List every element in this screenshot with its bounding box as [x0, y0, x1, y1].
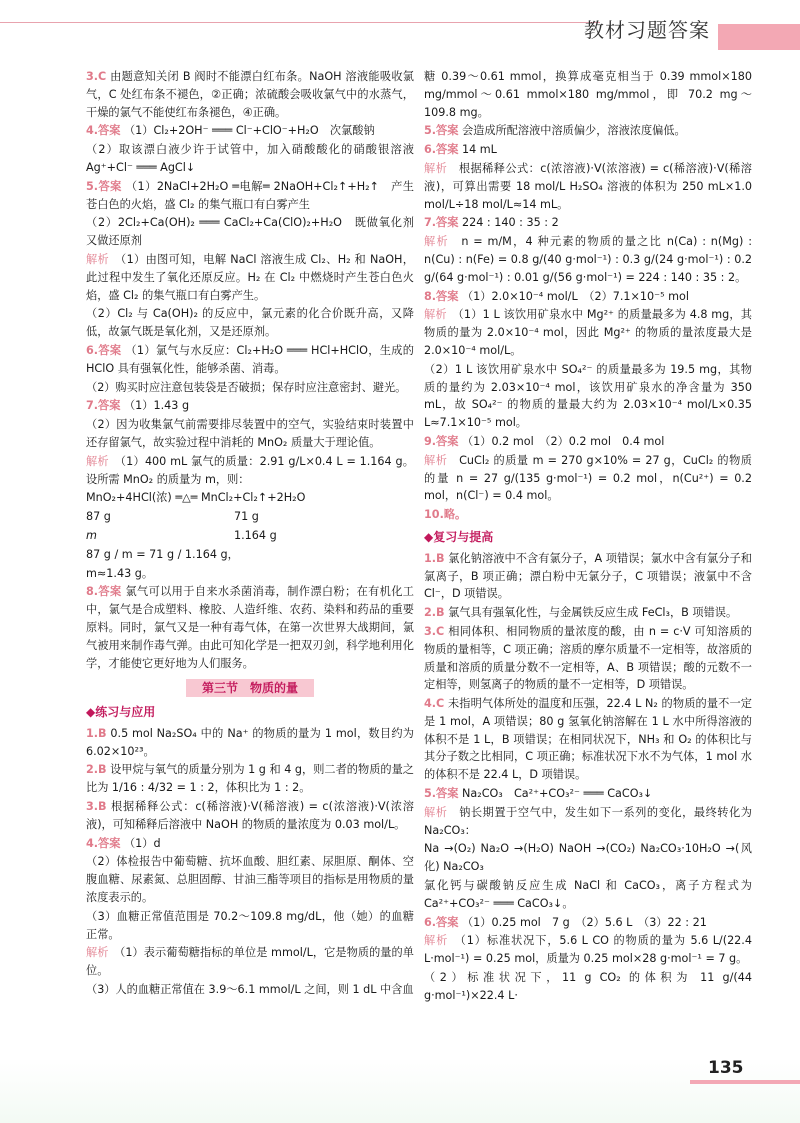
practice-title: ◆练习与应用 [86, 705, 156, 720]
analysis-r5-1: 解析 钠长期置于空气中，发生如下一系列的变化，最终转化为 Na₂CO₃： [424, 805, 752, 837]
page-number: 135 [708, 1058, 744, 1078]
analysis-5-1: 解析 （1）由图可知，电解 NaCl 溶液生成 Cl₂、H₂ 和 NaOH，此过程中发生了氧化还原反应。H₂ 在 Cl₂ 中燃烧时产生苍白色火焰，盛 Cl₂ 的集气瓶口有白雾产生。 [86, 252, 414, 302]
practice-2: 2.B 设甲烷与氧气的质量分别为 1 g 和 4 g，则二者的物质的量之比为 1/16 : 4/32 = 1 : 2，体积比为 1 : 2。 [86, 763, 414, 795]
analysis-r5-2: 氯化钙与碳酸钠反应生成 NaCl 和 CaCO₃，离子方程式为 Ca²⁺+CO₃²⁻ ═══ CaCO₃↓。 [424, 879, 752, 910]
analysis-p8-2: （2）1 L 该饮用矿泉水中 SO₄²⁻ 的质量最多为 19.5 mg，其物质的量约为 2.03×10⁻⁴ mol，该饮用矿泉水的净含量为 350 mL，故 SO₄²⁻ 的物质的量最大约为 2.03×10⁻⁴ mol/L×0.35 L≈7.1×10⁻⁵ mol。 [424, 362, 752, 430]
analysis-p4-2: （3）人的血糖正常值在 3.9～6.1 mmol/L 之间，则 1 dL 中含血 [86, 983, 414, 997]
page-number-rule [690, 1080, 800, 1084]
answer-7-line1: 7.答案 （1）1.43 g [86, 399, 190, 413]
footer-band [0, 1063, 800, 1123]
practice-3: 3.B 根据稀释公式：c(稀溶液)·V(稀溶液) = c(浓溶液)·V(浓溶液)，可知稀释后溶液中 NaOH 的物质的量浓度为 0.03 mol/L。 [86, 800, 414, 831]
answer-4-line1: 4.答案 （1）Cl₂+2OH⁻ ═══ Cl⁻+ClO⁻+H₂O 次氯酸钠 [86, 124, 375, 138]
answer-6-line1: 6.答案 （1）氯气与水反应：Cl₂+H₂O ═══ HCl+HClO，生成的 HClO 具有强氧化性，能够杀菌、消毒。 [86, 343, 414, 375]
analysis-r6-1: 解析 （1）标准状况下，5.6 L CO 的物质的量为 5.6 L/(22.4 L·mol⁻¹) = 0.25 mol，质量为 0.25 mol×28 g·mol⁻¹ = 7 g。 [424, 934, 752, 966]
ratio-row-1: 87 g 71 g [86, 510, 259, 524]
analysis-7-1: 解析 （1）400 mL 氯气的质量：2.91 g/L×0.4 L = 1.164 g。设所需 MnO₂ 的质量为 m，则： [86, 454, 414, 486]
answer-5-line2: （2）2Cl₂+Ca(OH)₂ ═══ CaCl₂+Ca(ClO)₂+H₂O 既做氧化剂又做还原剂 [86, 216, 414, 248]
analysis-5-2: （2）Cl₂ 与 Ca(OH)₂ 的反应中，氯元素的化合价既升高，又降低，故氯气既是氧化剂，又是还原剂。 [86, 307, 414, 339]
analysis-p4-1: 解析 （1）表示葡萄糖指标的单位是 mmol/L，它是物质的量的单位。 [86, 946, 414, 978]
header-title: 教材习题答案 [584, 18, 710, 42]
answer-3c: 3.C 由题意知关闭 B 阀时不能漂白红布条。NaOH 溶液能吸收氯气，C 处红布条不褪色，②正确；浓硫酸会吸收氯气中的水蒸气，干燥的氯气不能使红布条褪色，④正确。 [86, 70, 414, 119]
header-rule [0, 22, 600, 23]
review-6: 6.答案 （1）0.25 mol 7 g （2）5.6 L （3）22 : 21 [424, 915, 707, 929]
answer-7-line2: （2）因为收集氯气前需要排尽装置中的空气，实验结束时装置中还存留氯气，故实验过程中消耗的 MnO₂ 质量大于理论值。 [86, 418, 414, 449]
header-tab-decoration [718, 24, 800, 50]
analysis-r6-2: （2）标准状况下，11 g CO₂ 的体积为 11 g/(44 g·mol⁻¹)×22.4 L· [424, 971, 752, 1002]
left-column [86, 68, 414, 1000]
review-4: 4.C 未指明气体所处的温度和压强，22.4 L N₂ 的物质的量不一定是 1 mol，A 项错误；80 g 氢氧化钠溶解在 1 L 水中所得溶液的体积不是 1 L，B 项错误；在相同状况下，NH₃ 和 O₂ 的体积比与其分子数之比相同，C 项正确；标准状况下水不为气体，1 mol 水的体积不是 22.4 L，D 项错误。 [424, 697, 752, 782]
answer-8: 8.答案 氯气可以用于自来水杀菌消毒，制作漂白粉；在有机化工中，氯气是合成塑料、橡胶、人造纤维、农药、染料和药品的重要原料。同时，氯气又是一种有毒气体，在第一次世界大战期间，氯气被用来制作毒气弹。由此可知化学是一把双刃剑，科学地利用化学，才能使它更好地为人们服务。 [86, 585, 414, 670]
practice-4-line3: （3）血糖正常值范围是 70.2～109.8 mg/dL，他（她）的血糖正常。 [86, 909, 414, 941]
analysis-p6: 解析 根据稀释公式：c(浓溶液)·V(浓溶液) = c(稀溶液)·V(稀溶液)，可算出需要 18 mol/L H₂SO₄ 溶液的体积为 250 mL×1.0 mol/L÷18 mol/L≈14 mL。 [424, 161, 752, 211]
answer-4-line2: （2）取该漂白液少许于试管中，加入硝酸酸化的硝酸银溶液 Ag⁺+Cl⁻ ═══ AgCl↓ [86, 143, 414, 174]
result-7: m≈1.43 g。 [86, 566, 154, 580]
review-title: ◆复习与提高 [424, 529, 494, 544]
equation-7: MnO₂+4HCl(浓) ═△═ MnCl₂+Cl₂↑+2H₂O [86, 491, 306, 505]
analysis-p9: 解析 CuCl₂ 的质量 m = 270 g×10% = 27 g，CuCl₂ 的物质的量 n = 27 g/(135 g·mol⁻¹) = 0.2 mol，n(Cu²⁺) = 0.2 mol，n(Cl⁻) = 0.4 mol。 [424, 453, 752, 503]
analysis-p7: 解析 n = m/M，4 种元素的物质的量之比 n(Ca) : n(Mg) : n(Cu) : n(Fe) = 0.8 g/(40 g·mol⁻¹) : 0.3 g/(24 g·mol⁻¹) : 0.2 g/(64 g·mol⁻¹) : 0.01 g/(56 g·mol⁻¹) = 224 : 140 : 35 : 2。 [424, 235, 752, 284]
practice-5: 5.答案 会造成所配溶液中溶质偏少，溶液浓度偏低。 [424, 124, 686, 138]
reaction-chain: Na →(O₂) Na₂O →(H₂O) NaOH →(CO₂) Na₂CO₃·10H₂O →(风化) Na₂CO₃ [424, 842, 752, 874]
practice-1: 1.B 0.5 mol Na₂SO₄ 中的 Na⁺ 的物质的量为 1 mol，数目约为 6.02×10²³。 [86, 726, 414, 758]
answer-6-line2: （2）购买时应注意包装袋是否破损；保存时应注意密封、避光。 [86, 380, 407, 394]
review-3: 3.C 相同体积、相同物质的量浓度的酸，由 n = c·V 可知溶质的物质的量相等，C 项正确；溶质的摩尔质量不一定相等，故溶质的质量和溶质的质量分数不一定相等，A、B 项错误；酸的元数不一定相等，则氢离子的物质的量不一定相等，D 项错误。 [424, 624, 752, 692]
practice-10: 10.略。 [424, 508, 467, 522]
practice-4-line2: （2）体检报告中葡萄糖、抗坏血酸、胆红素、尿胆原、酮体、空腹血糖、尿素氮、总胆固醇、甘油三酯等项目的指标是用物质的量浓度表示的。 [86, 855, 414, 905]
review-2: 2.B 氯气具有强氧化性，与金属铁反应生成 FeCl₃，B 项错误。 [424, 606, 738, 620]
practice-7: 7.答案 224 : 140 : 35 : 2 [424, 216, 559, 230]
analysis-p8-1: 解析 （1）1 L 该饮用矿泉水中 Mg²⁺ 的质量最多为 4.8 mg，其物质的量为 2.0×10⁻⁴ mol，因此 Mg²⁺ 的物质的量浓度最大是 2.0×10⁻⁴ mol/L。 [424, 308, 752, 357]
practice-4-line1: 4.答案 （1）d [86, 836, 161, 850]
ratio-row-2: m 1.164 g [86, 528, 277, 542]
practice-8: 8.答案 （1）2.0×10⁻⁴ mol/L （2）7.1×10⁻⁵ mol [424, 289, 689, 303]
section-title: 第三节 物质的量 [86, 680, 414, 698]
practice-6: 6.答案 14 mL [424, 143, 497, 157]
page-header [0, 0, 800, 56]
right-column [424, 68, 752, 1006]
answer-5-line1: 5.答案 （1）2NaCl+2H₂O ═电解═ 2NaOH+Cl₂↑+H₂↑ 产生苍白色的火焰，盛 Cl₂ 的集气瓶口有白雾产生 [86, 179, 414, 211]
review-1: 1.B 氯化钠溶液中不含有氯分子，A 项错误；氯水中含有氯分子和氯离子，B 项正确；漂白粉中无氯分子，C 项错误；液氯中不含 Cl⁻，D 项错误。 [424, 551, 752, 601]
ratio-7: 87 g / m = 71 g / 1.164 g， [86, 547, 239, 561]
practice-9: 9.答案 （1）0.2 mol （2）0.2 mol 0.4 mol [424, 434, 665, 448]
continuation: 糖 0.39～0.61 mmol，换算成毫克相当于 0.39 mmol×180 mg/mmol～0.61 mmol×180 mg/mmol，即 70.2 mg～109.8 mg。 [424, 70, 752, 119]
review-5: 5.答案 Na₂CO₃ Ca²⁺+CO₃²⁻ ═══ CaCO₃↓ [424, 787, 653, 801]
